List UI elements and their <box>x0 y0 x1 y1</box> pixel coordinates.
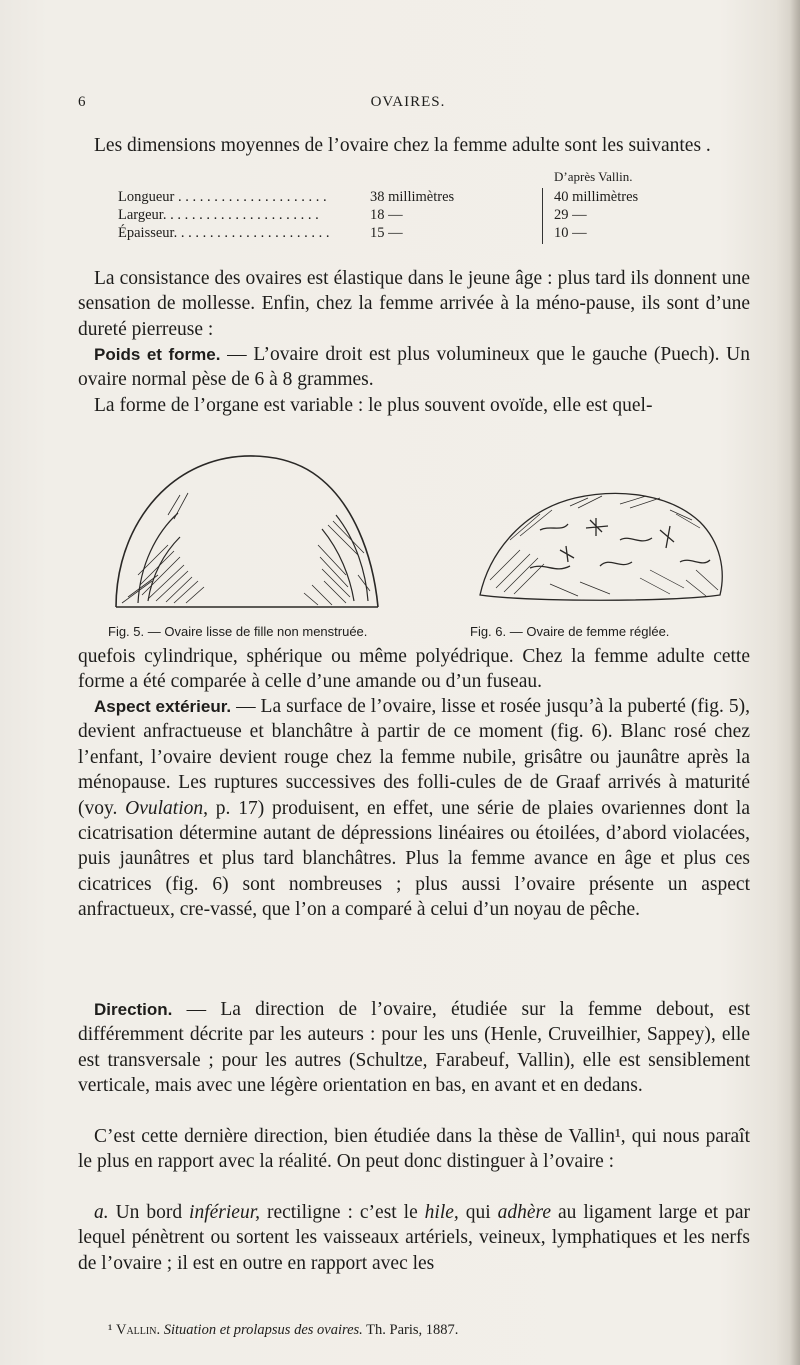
page-header <box>78 94 738 116</box>
paragraph-bord-inferieur: a. Un bord inférieur, rectiligne : c’est le hile, qui adhère au ligament large et par lequel pénètrent ou sortent les vaisseaux artériels, veineux, lymphatiques et les nerfs de l’ovaire ; il est en outre en rapport avec les <box>78 1202 750 1274</box>
running-title: OVAIRES. <box>370 94 446 110</box>
section-heading-aspect: Aspect extérieur. <box>94 697 232 716</box>
row-value-2: 10 — <box>554 225 587 241</box>
section-heading-poids: Poids et forme. <box>94 345 221 364</box>
row-value-2: 40 millimètres <box>554 189 639 205</box>
paragraph-aspect: Aspect extérieur. — La surface de l’ovaire, lisse et rosée jusqu’à la puberté (fig. 5), devient anfractueuse et blanchâtre à partir de ce moment (fig. 6). Blanc rosé chez l’enfant, l’ovaire devient rouge chez la femme nubile, grisâtre ou jaunâtre après la ménopause. Les ruptures successives des folli-cules de de Graaf arrivés à maturité (voy. Ovulation, p. 17) produisent, en effet, une série de plaies ovariennes dont la cicatrisation détermine autant de dépressions linéaires ou étoilées, d’abord violacées, puis jaunâtres et plus tard blanchâtres. Plus la femme avance en âge et plus ces cicatrices (fig. 6) sont nombreuses ; plus aussi l’ovaire présente un aspect anfractueux, cre-vassé, que l’on a comparé à celui d’un noyau de pêche. <box>78 696 750 921</box>
paragraph-poids: Poids et forme. — L’ovaire droit est plus volumineux que le gauche (Puech). Un ovaire normal pèse de 6 à 8 grammes. <box>78 344 750 391</box>
figure-6-menstruated-ovary <box>470 470 730 610</box>
section-heading-direction: Direction. <box>94 1000 173 1019</box>
table-row <box>118 188 678 206</box>
footnote: ¹ Vallin. Situation et prolapsus des ovaires. Th. Paris, 1887. <box>108 1322 459 1338</box>
row-label: Largeur. . . . . . . . . . . . . . . . . . . . . . <box>118 207 319 223</box>
paragraph-direction: Direction. — La direction de l’ovaire, étudiée sur la femme debout, est différemment décrite par les auteurs : pour les uns (Henle, Cruveilhier, Sappey), elle est transversale ; pour les autres (Schultze, Farabeuf, Vallin), elle est sensiblement verticale, mais avec une légère orientation en bas, en avant et en dedans. <box>78 999 750 1097</box>
table-row <box>118 224 678 242</box>
row-value-1: 15 — <box>370 225 403 241</box>
dimensions-source: D’après Vallin. <box>554 169 633 184</box>
row-label: Épaisseur. . . . . . . . . . . . . . . . . . . . . . <box>118 225 330 241</box>
page-edge-shadow <box>790 0 800 1365</box>
figure-5-smooth-ovary <box>108 425 388 615</box>
row-value-1: 38 millimètres <box>370 189 455 205</box>
row-value-2: 29 — <box>554 207 587 223</box>
figure-6-caption: Fig. 6. — Ovaire de femme réglée. <box>470 624 670 639</box>
table-row <box>118 206 678 224</box>
row-value-1: 18 — <box>370 207 403 223</box>
ovulation-reference: Ovulation <box>125 797 204 819</box>
intro-paragraph: Les dimensions moyennes de l’ovaire chez la femme adulte sont les suivantes . <box>94 135 711 156</box>
paragraph-consistance: La consistance des ovaires est élastique dans le jeune âge : plus tard ils donnent une sensation de mollesse. Enfin, chez la femme arrivée à la méno-pause, ils sont d’une dureté pierreuse : <box>78 268 750 340</box>
paragraph-derniere-direction: C’est cette dernière direction, bien étudiée dans la thèse de Vallin¹, qui nous paraît le plus en rapport avec la réalité. On peut donc distinguer à l’ovaire : <box>78 1126 750 1173</box>
figure-5-caption: Fig. 5. — Ovaire lisse de fille non menstruée. <box>108 624 368 639</box>
page-number: 6 <box>78 94 87 110</box>
paragraph-forme: La forme de l’organe est variable : le plus souvent ovoïde, elle est quel- <box>94 395 653 416</box>
row-label: Longueur . . . . . . . . . . . . . . . . . . . . . <box>118 189 327 205</box>
paragraph-cylindrique: quefois cylindrique, sphérique ou même polyédrique. Chez la femme adulte cette forme a été comparée à celle d’une amande ou d’un fuseau. <box>78 646 750 693</box>
